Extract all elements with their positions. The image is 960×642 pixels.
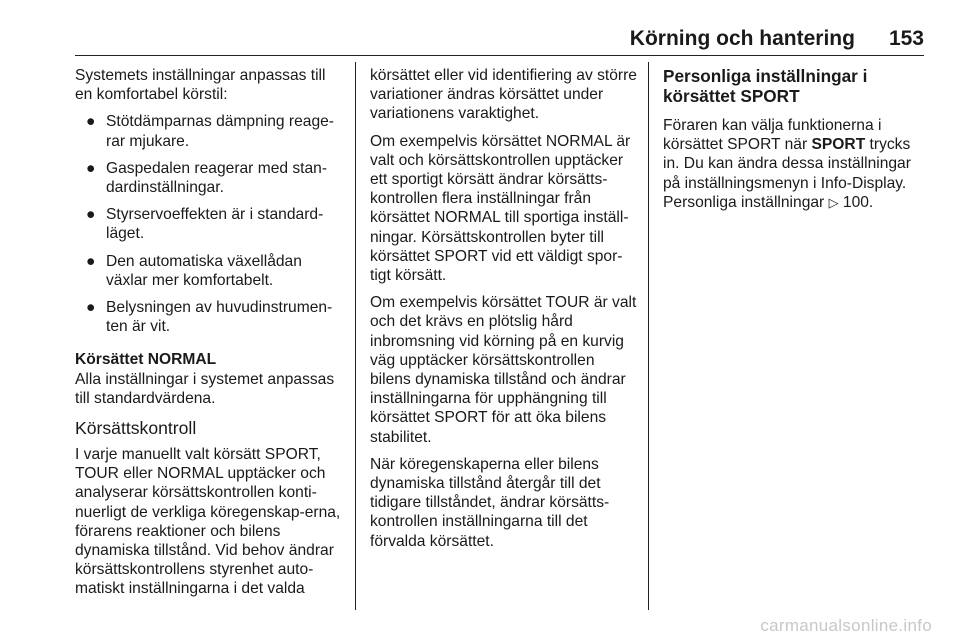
bullet-icon: ● — [86, 299, 96, 317]
list-item: ● Belysningen av huvudinstrumen-ten är vit. — [86, 299, 333, 336]
column-1 — [75, 66, 345, 607]
normal-mode-heading: Körsättet NORMAL — [75, 351, 217, 369]
watermark: carmanualsonline.info — [760, 616, 932, 635]
list-item: ● Den automatiska växellådan växlar mer komfortabelt. — [86, 252, 302, 289]
page-ref-arrow-icon: ▷ — [828, 194, 839, 210]
settings-list — [75, 112, 345, 336]
paragraph: Om exempelvis körsättet NORMAL är valt och körsättskontrollen upptäcker ett sportigt körsätt ändrar körsätts-kontrollen flera inställningar från körsättet NORMAL till sportiga inställ-ningar. Körsättskontrollen byter till körsättet SPORT vid ett väldigt spor-tigt körsätt. — [370, 132, 631, 285]
page-title: Körning och hantering — [629, 27, 855, 50]
column-3 — [663, 66, 928, 220]
page-header — [630, 27, 924, 53]
bullet-icon: ● — [86, 252, 96, 270]
column-divider-2 — [648, 62, 649, 610]
bullet-icon: ● — [86, 206, 96, 224]
sport-button-label: SPORT — [811, 136, 866, 154]
section-heading-sport: Personliga inställningar i körsättet SPORT — [663, 66, 868, 106]
sport-text: Föraren kan välja funktionerna i körsättet SPORT när SPORT trycks in. Du kan ändra dessa inställningar på inställningsmenyn i Info-Display. Personliga inställningar ▷ 100. — [663, 117, 911, 211]
list-item: ● Stötdämparnas dämpning reage-rar mjukare. — [86, 113, 334, 150]
bullet-icon: ● — [86, 113, 96, 131]
paragraph: När köregenskaperna eller bilens dynamiska tillstånd återgår till det tidigare tillståndet, ändrar körsätts-kontrollen inställningarna till det förvalda körsättet. — [370, 455, 610, 550]
page-number: 153 — [888, 27, 924, 50]
column-divider-1 — [355, 62, 356, 610]
control-text: I varje manuellt valt körsätt SPORT, TOUR eller NORMAL upptäcker och analyserar körsättskontrollen konti-nuerligt de verkliga köregenskap-erna, förarens reaktioner och bilens dynamiska tillstånd. Vid behov ändrar körsättskontrollens styrenhet auto-matiskt inställningarna i det valda — [75, 446, 341, 598]
intro-text: Systemets inställningar anpassas till en komfortabel körstil: — [75, 67, 326, 104]
normal-mode-text: Alla inställningar i systemet anpassas till standardvärdena. — [75, 370, 335, 407]
list-item: ● Gaspedalen reagerar med stan-dardinställningar. — [86, 159, 328, 197]
section-heading-control: Körsättskontroll — [75, 418, 197, 439]
page-ref-link[interactable]: 100. — [838, 193, 874, 211]
header-rule — [75, 55, 924, 56]
paragraph: körsättet eller vid identifiering av större variationer ändras körsättet under variationens varaktighet. — [370, 67, 637, 123]
list-item: ● Styrservoeffekten är i standard-läget. — [86, 206, 324, 243]
column-2 — [370, 66, 638, 559]
bullet-icon: ● — [86, 159, 96, 177]
paragraph: Om exempelvis körsättet TOUR är valt och det krävs en plötslig hård inbromsning vid körning på en kurvig väg upptäcker körsättskontrollen bilens dynamiska tillstånd och ändrar inställningarna för upphängning till körsättet SPORT för att öka bilens stabilitet. — [370, 294, 637, 446]
